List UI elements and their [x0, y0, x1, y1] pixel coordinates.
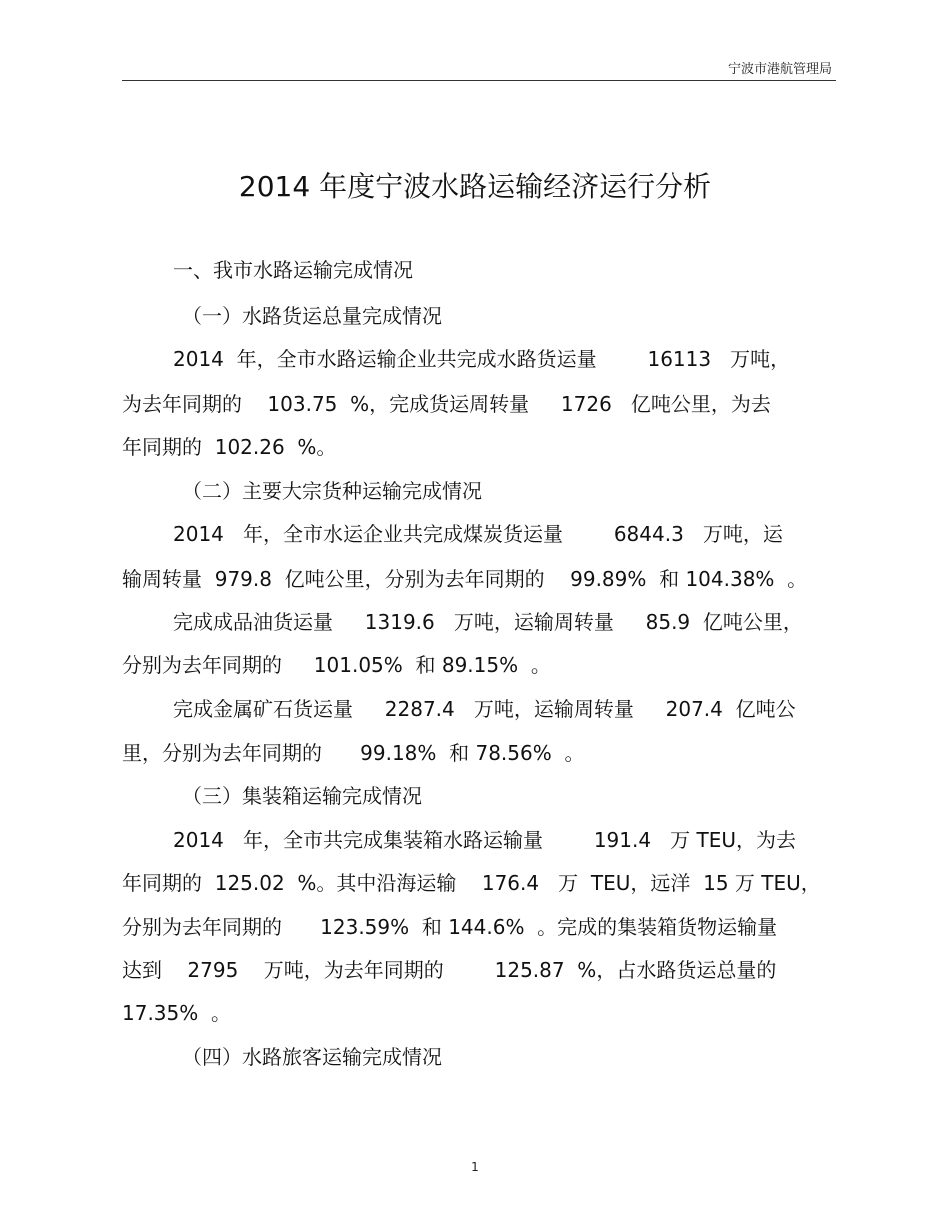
- paragraph-line: 年同期的 125.02 %。其中沿海运输 176.4 万 TEU，远洋 15 万 TEU，: [122, 871, 821, 895]
- paragraph-line: 为去年同期的 103.75 %，完成货运周转量 1726 亿吨公里，为去: [122, 392, 771, 416]
- section-heading-1: 一、我市水路运输完成情况: [173, 258, 413, 282]
- paragraph-line: 年同期的 102.26 %。: [122, 435, 337, 459]
- subsection-heading-2: （二）主要大宗货种运输完成情况: [182, 479, 482, 503]
- paragraph-line: 17.35% 。: [122, 1001, 231, 1025]
- paragraph-line: 输周转量 979.8 亿吨公里，分别为去年同期的 99.89% 和 104.38% 。: [122, 567, 808, 591]
- paragraph-line: 2014 年，全市水运企业共完成煤炭货运量 6844.3 万吨，运: [173, 522, 783, 546]
- paragraph-line: 完成成品油货运量 1319.6 万吨，运输周转量 85.9 亿吨公里，: [173, 610, 803, 634]
- paragraph-line: 里，分别为去年同期的 99.18% 和 78.56% 。: [122, 741, 585, 765]
- paragraph-line: 2014 年，全市水路运输企业共完成水路货运量 16113 万吨，: [173, 347, 791, 371]
- page-number: 1: [471, 1160, 479, 1174]
- paragraph-line: 分别为去年同期的 123.59% 和 144.6% 。完成的集装箱货物运输量: [122, 915, 778, 939]
- subsection-heading-4: （四）水路旅客运输完成情况: [182, 1045, 442, 1069]
- paragraph-line: 达到 2795 万吨，为去年同期的 125.87 %，占水路货运总量的: [122, 958, 777, 982]
- paragraph-line: 完成金属矿石货运量 2287.4 万吨，运输周转量 207.4 亿吨公: [173, 697, 796, 721]
- paragraph-line: 2014 年，全市共完成集装箱水路运输量 191.4 万 TEU，为去: [173, 828, 797, 852]
- subsection-heading-1: （一）水路货运总量完成情况: [182, 304, 442, 328]
- header-divider: [122, 80, 836, 81]
- paragraph-line: 分别为去年同期的 101.05% 和 89.15% 。: [122, 653, 551, 677]
- header-org-name: 宁波市港航管理局: [727, 62, 832, 77]
- document-title: 2014 年度宁波水路运输经济运行分析: [238, 170, 712, 203]
- subsection-heading-3: （三）集装箱运输完成情况: [182, 784, 422, 808]
